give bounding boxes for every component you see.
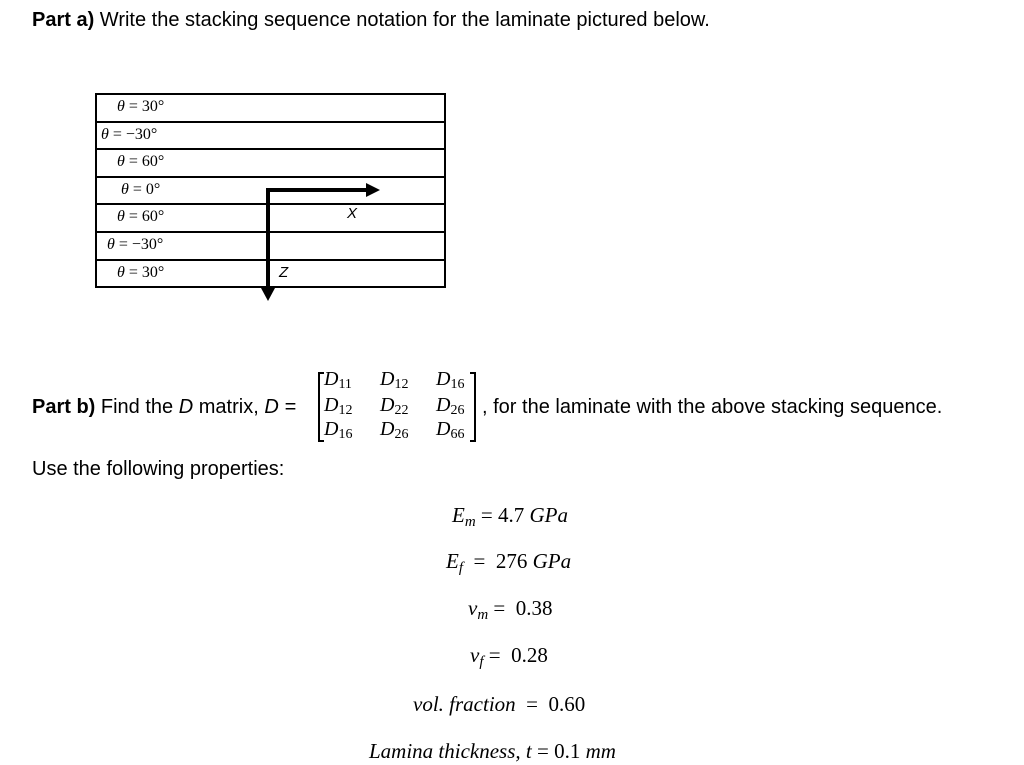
matrix-cell-d16-row3: $D_{16}$ (324, 418, 353, 442)
part-b-heading (32, 396, 296, 419)
z-axis-label: Z (279, 264, 289, 281)
property-vf: $\nu_f = 0.28$ (470, 643, 548, 670)
d-equals: D = (264, 396, 296, 418)
ply-angle: = −30° (112, 125, 158, 143)
part-a-text: Write the stacking sequence notation for the laminate pictured below. (94, 9, 710, 31)
z-axis-arrowhead-icon (261, 288, 275, 301)
matrix-cell-d26: $D_{26}$ (436, 394, 465, 418)
ply-angle: = −30° (118, 236, 164, 253)
ply-angle: = 60° (128, 153, 165, 171)
part-b-text-before: Find the (95, 396, 179, 418)
theta-symbol: θ (117, 98, 125, 115)
matrix-cell-d12-row2: $D_{12}$ (324, 394, 353, 418)
matrix-cell-d11: $D_{11}$ (324, 368, 352, 392)
property-lamina-thickness: Lamina thickness, t = 0.1 mm (369, 739, 616, 763)
property-ef: $E_f = 276$ GPa (446, 549, 572, 576)
x-axis-arrowhead-icon (366, 183, 380, 197)
property-vm: $\nu_m = 0.38$ (468, 596, 553, 623)
matrix-cell-d26-row3: $D_{26}$ (380, 418, 409, 442)
property-em: $E_m = 4.7$ GPa (452, 503, 569, 530)
ply-angle: = 30° (128, 98, 165, 115)
theta-symbol: θ (117, 153, 125, 171)
theta-symbol: θ (117, 208, 125, 226)
theta-symbol: θ (117, 263, 125, 281)
part-a-label: Part a) (32, 9, 95, 31)
matrix-cell-d66: $D_{66}$ (436, 418, 465, 442)
part-b-text-after: , for the laminate with the above stacking sequence. (482, 396, 943, 418)
matrix-cell-d12: $D_{12}$ (380, 368, 409, 392)
matrix-right-bracket (470, 372, 476, 442)
d-matrix (318, 370, 478, 444)
theta-symbol: θ (107, 236, 115, 253)
x-axis-label: X (347, 205, 358, 222)
property-vol-fraction: vol. fraction = 0.60 (413, 692, 586, 716)
theta-symbol: θ (101, 125, 109, 143)
d-symbol: D (178, 396, 194, 418)
ply-angle: = 60° (128, 208, 165, 226)
use-properties-text: Use the following properties: (32, 458, 285, 480)
ply-angle: = 30° (128, 263, 165, 281)
part-b-label: Part b) (32, 396, 96, 418)
matrix-cell-d22: $D_{22}$ (380, 394, 409, 418)
matrix-cell-d16: $D_{16}$ (436, 368, 465, 392)
theta-symbol: θ (121, 180, 129, 198)
ply-angle: = 0° (132, 180, 161, 198)
part-b-text-mid: matrix, (193, 396, 265, 418)
